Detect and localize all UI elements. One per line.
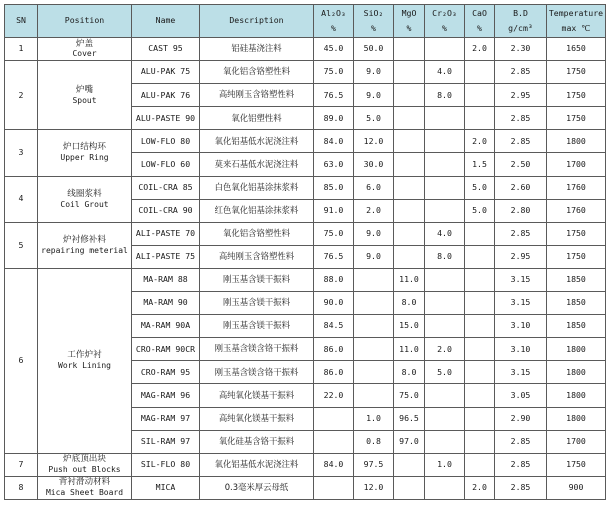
- cell-mgo: [394, 130, 425, 153]
- position-label-en: Spout: [72, 95, 97, 105]
- cell-mgo: 75.0: [394, 384, 425, 407]
- cell-mgo: 15.0: [394, 315, 425, 338]
- column-header-label: Temperature: [548, 7, 604, 18]
- cell-mgo: [394, 84, 425, 107]
- cell-mgo: 96.5: [394, 407, 425, 430]
- position-label-en: Cover: [72, 49, 97, 59]
- column-header-cr2o3: [425, 5, 465, 38]
- cell-sio2: 12.0: [354, 130, 394, 153]
- cell-mgo: [394, 453, 425, 476]
- cell-temp: 1850: [547, 292, 606, 315]
- refractory-spec-table: [4, 4, 606, 500]
- cell-cr2o3: [425, 199, 465, 222]
- column-header-mgo: [394, 5, 425, 38]
- cell-cr2o3: 1.0: [425, 453, 465, 476]
- table-row: [5, 476, 606, 499]
- cell-sio2: 50.0: [354, 38, 394, 61]
- cell-temp: 1700: [547, 153, 606, 176]
- position-label-en: Push out Blocks: [48, 465, 121, 475]
- column-header-label: B.D: [513, 7, 528, 18]
- cell-cr2o3: [425, 407, 465, 430]
- cell-mgo: [394, 476, 425, 499]
- table-row: [5, 268, 606, 291]
- cell-sio2: 2.0: [354, 199, 394, 222]
- cell-name: ALU-PAK 75: [132, 61, 200, 84]
- cell-bd: 3.15: [495, 268, 547, 291]
- cell-sn: 2: [5, 61, 38, 130]
- cell-description: 0.3毫米厚云母纸: [200, 476, 314, 499]
- column-header-unit: %: [442, 23, 447, 33]
- cell-al2o3: 88.0: [314, 268, 354, 291]
- cell-mgo: 97.0: [394, 430, 425, 453]
- cell-temp: 1750: [547, 107, 606, 130]
- cell-al2o3: 84.5: [314, 315, 354, 338]
- cell-sio2: 9.0: [354, 84, 394, 107]
- column-header-al2o3: [314, 5, 354, 38]
- cell-al2o3: [314, 430, 354, 453]
- cell-name: ALU-PASTE 90: [132, 107, 200, 130]
- cell-sio2: 97.5: [354, 453, 394, 476]
- column-header-label: SN: [16, 15, 26, 26]
- cell-bd: 2.85: [495, 430, 547, 453]
- cell-name: MA-RAM 90A: [132, 315, 200, 338]
- cell-position: [38, 176, 132, 222]
- cell-cao: [465, 107, 495, 130]
- cell-temp: 1850: [547, 268, 606, 291]
- cell-cr2o3: 2.0: [425, 338, 465, 361]
- position-label-zh: 工作炉衬: [67, 350, 102, 361]
- cell-bd: 3.10: [495, 338, 547, 361]
- cell-bd: 3.10: [495, 315, 547, 338]
- cell-temp: 1700: [547, 430, 606, 453]
- cell-sio2: 9.0: [354, 245, 394, 268]
- cell-sio2: 9.0: [354, 222, 394, 245]
- cell-position: [38, 130, 132, 176]
- cell-al2o3: 86.0: [314, 361, 354, 384]
- cell-mgo: 11.0: [394, 268, 425, 291]
- cell-sio2: 12.0: [354, 476, 394, 499]
- position-label-zh: 炉盖: [75, 38, 94, 49]
- cell-bd: 2.80: [495, 199, 547, 222]
- cell-temp: 1750: [547, 453, 606, 476]
- position-label-en: repairing meterial: [41, 245, 128, 255]
- cell-description: 氧化铝基低水泥浇注料: [200, 453, 314, 476]
- cell-sn: 7: [5, 453, 38, 476]
- cell-description: 氧化铝基低水泥浇注料: [200, 130, 314, 153]
- cell-name: COIL-CRA 90: [132, 199, 200, 222]
- cell-mgo: 11.0: [394, 338, 425, 361]
- table-row: [5, 176, 606, 199]
- cell-description: 刚玉基含镁干振料: [200, 268, 314, 291]
- cell-description: 氧化铝含铬塑性料: [200, 222, 314, 245]
- column-header-label: Description: [229, 15, 284, 26]
- column-header-label: CaO: [472, 7, 487, 18]
- cell-cao: 2.0: [465, 38, 495, 61]
- position-label-en: Work Lining: [58, 361, 111, 371]
- cell-bd: 2.85: [495, 453, 547, 476]
- cell-cr2o3: [425, 153, 465, 176]
- cell-bd: 2.30: [495, 38, 547, 61]
- cell-al2o3: 89.0: [314, 107, 354, 130]
- cell-sio2: 9.0: [354, 61, 394, 84]
- cell-mgo: [394, 176, 425, 199]
- table-body: [5, 38, 606, 500]
- cell-sio2: 30.0: [354, 153, 394, 176]
- table-row: [5, 61, 606, 84]
- column-header-label: SiO₂: [363, 7, 384, 18]
- column-header-unit: %: [406, 23, 412, 33]
- cell-mgo: [394, 222, 425, 245]
- cell-temp: 1800: [547, 384, 606, 407]
- cell-cao: [465, 268, 495, 291]
- cell-description: 高纯刚玉含铬塑性料: [200, 84, 314, 107]
- cell-al2o3: 76.5: [314, 84, 354, 107]
- cell-name: ALU-PAK 76: [132, 84, 200, 107]
- cell-bd: 2.95: [495, 245, 547, 268]
- cell-cao: [465, 245, 495, 268]
- cell-cr2o3: [425, 292, 465, 315]
- cell-cao: [465, 315, 495, 338]
- cell-cr2o3: [425, 176, 465, 199]
- cell-al2o3: 76.5: [314, 245, 354, 268]
- table-row: [5, 130, 606, 153]
- cell-cao: [465, 84, 495, 107]
- cell-cao: 5.0: [465, 199, 495, 222]
- cell-description: 氧化铝塑性料: [200, 107, 314, 130]
- cell-description: 高纯氧化镁基干振料: [200, 407, 314, 430]
- column-header-label: Position: [64, 15, 105, 26]
- cell-temp: 900: [547, 476, 606, 499]
- column-header-unit: max ℃: [561, 23, 591, 33]
- cell-bd: 2.85: [495, 130, 547, 153]
- cell-bd: 2.95: [495, 84, 547, 107]
- cell-al2o3: 85.0: [314, 176, 354, 199]
- cell-cao: [465, 61, 495, 84]
- column-header-temp: [547, 5, 606, 38]
- column-header-label: MgO: [401, 7, 417, 18]
- cell-temp: 1800: [547, 338, 606, 361]
- cell-cr2o3: [425, 384, 465, 407]
- cell-cao: [465, 407, 495, 430]
- position-label-zh: 炉衬修补料: [63, 234, 106, 245]
- column-header-position: [38, 5, 132, 38]
- column-header-unit: %: [371, 23, 376, 33]
- column-header-name: [132, 5, 200, 38]
- cell-bd: 3.05: [495, 384, 547, 407]
- cell-cao: [465, 453, 495, 476]
- cell-position: [38, 268, 132, 453]
- cell-cao: [465, 384, 495, 407]
- cell-name: CAST 95: [132, 38, 200, 61]
- cell-temp: 1760: [547, 176, 606, 199]
- column-header-unit: g/cm³: [508, 23, 533, 33]
- cell-cr2o3: [425, 38, 465, 61]
- cell-description: 氧化硅基含铬干振料: [200, 430, 314, 453]
- cell-position: [38, 476, 132, 499]
- position-label-zh: 线圈浆料: [67, 188, 102, 199]
- column-header-label: Al₂O₃: [321, 7, 346, 18]
- cell-mgo: 8.0: [394, 361, 425, 384]
- cell-bd: 3.15: [495, 292, 547, 315]
- position-label-zh: 炉底顶出块: [63, 454, 106, 465]
- cell-cao: [465, 430, 495, 453]
- cell-cr2o3: [425, 315, 465, 338]
- cell-cr2o3: [425, 476, 465, 499]
- column-header-unit: %: [331, 23, 336, 33]
- cell-bd: 2.50: [495, 153, 547, 176]
- cell-cr2o3: 5.0: [425, 361, 465, 384]
- cell-al2o3: 45.0: [314, 38, 354, 61]
- cell-sio2: 6.0: [354, 176, 394, 199]
- cell-mgo: [394, 38, 425, 61]
- cell-al2o3: [314, 407, 354, 430]
- cell-sio2: 0.8: [354, 430, 394, 453]
- cell-name: MAG-RAM 97: [132, 407, 200, 430]
- header-row: [5, 5, 606, 38]
- position-label-zh: 炉口结构环: [63, 142, 106, 153]
- cell-position: [38, 453, 132, 476]
- column-header-label: Cr₂O₃: [432, 7, 457, 18]
- cell-name: COIL-CRA 85: [132, 176, 200, 199]
- cell-mgo: [394, 107, 425, 130]
- cell-cr2o3: 4.0: [425, 222, 465, 245]
- cell-al2o3: 22.0: [314, 384, 354, 407]
- cell-sio2: 5.0: [354, 107, 394, 130]
- cell-description: 刚玉基含镁含铬干振料: [200, 338, 314, 361]
- cell-sn: 5: [5, 222, 38, 268]
- cell-temp: 1650: [547, 38, 606, 61]
- cell-bd: 2.85: [495, 61, 547, 84]
- cell-name: CRO-RAM 95: [132, 361, 200, 384]
- cell-sn: 3: [5, 130, 38, 176]
- position-label-en: Upper Ring: [60, 153, 109, 163]
- cell-sn: 4: [5, 176, 38, 222]
- cell-al2o3: 75.0: [314, 61, 354, 84]
- cell-sn: 1: [5, 38, 38, 61]
- cell-cr2o3: 8.0: [425, 245, 465, 268]
- cell-description: 刚玉基含镁干振料: [200, 315, 314, 338]
- cell-position: [38, 61, 132, 130]
- cell-position: [38, 38, 132, 61]
- cell-mgo: [394, 61, 425, 84]
- cell-mgo: [394, 153, 425, 176]
- cell-sio2: [354, 292, 394, 315]
- cell-sn: 6: [5, 268, 38, 453]
- cell-description: 红色氧化铝基涂抹浆料: [200, 199, 314, 222]
- column-header-sn: [5, 5, 38, 38]
- position-label-zh: 背衬滑动材料: [58, 477, 111, 488]
- cell-al2o3: 91.0: [314, 199, 354, 222]
- cell-name: ALI-PASTE 75: [132, 245, 200, 268]
- table-header: [5, 5, 606, 38]
- position-label-zh: 炉嘴: [75, 84, 94, 95]
- table-row: [5, 38, 606, 61]
- cell-cao: 2.0: [465, 130, 495, 153]
- table-row: [5, 453, 606, 476]
- cell-description: 高纯刚玉含铬塑性料: [200, 245, 314, 268]
- cell-name: MAG-RAM 96: [132, 384, 200, 407]
- cell-cao: [465, 222, 495, 245]
- cell-bd: 3.15: [495, 361, 547, 384]
- cell-al2o3: 75.0: [314, 222, 354, 245]
- cell-name: MA-RAM 90: [132, 292, 200, 315]
- cell-name: LOW-FLO 80: [132, 130, 200, 153]
- cell-description: 氧化铝含铬塑性料: [200, 61, 314, 84]
- cell-sio2: [354, 384, 394, 407]
- cell-temp: 1800: [547, 407, 606, 430]
- cell-name: SIL-FLO 80: [132, 453, 200, 476]
- cell-sio2: 1.0: [354, 407, 394, 430]
- cell-cao: 1.5: [465, 153, 495, 176]
- cell-sio2: [354, 338, 394, 361]
- cell-name: ALI-PASTE 70: [132, 222, 200, 245]
- cell-al2o3: 86.0: [314, 338, 354, 361]
- cell-name: LOW-FLO 60: [132, 153, 200, 176]
- cell-description: 白色氧化铝基涂抹浆料: [200, 176, 314, 199]
- cell-temp: 1750: [547, 222, 606, 245]
- cell-description: 刚玉基含镁干振料: [200, 292, 314, 315]
- cell-temp: 1850: [547, 315, 606, 338]
- cell-temp: 1750: [547, 61, 606, 84]
- cell-cao: 2.0: [465, 476, 495, 499]
- cell-cr2o3: [425, 430, 465, 453]
- column-header-label: Name: [155, 15, 176, 26]
- cell-bd: 2.85: [495, 476, 547, 499]
- cell-al2o3: 63.0: [314, 153, 354, 176]
- cell-description: 刚玉基含镁含铬干振料: [200, 361, 314, 384]
- cell-description: 高纯氧化镁基干振料: [200, 384, 314, 407]
- cell-temp: 1750: [547, 84, 606, 107]
- cell-bd: 2.60: [495, 176, 547, 199]
- cell-name: SIL-RAM 97: [132, 430, 200, 453]
- cell-al2o3: 84.0: [314, 453, 354, 476]
- cell-al2o3: [314, 476, 354, 499]
- position-label-en: Mica Sheet Board: [45, 488, 124, 498]
- column-header-unit: %: [477, 23, 482, 33]
- cell-name: CRO-RAM 90CR: [132, 338, 200, 361]
- cell-cr2o3: [425, 268, 465, 291]
- cell-cr2o3: 4.0: [425, 61, 465, 84]
- column-header-bd: [495, 5, 547, 38]
- cell-al2o3: 84.0: [314, 130, 354, 153]
- cell-temp: 1800: [547, 361, 606, 384]
- refractory-spec-table-container: [4, 4, 606, 500]
- cell-sn: 8: [5, 476, 38, 499]
- cell-position: [38, 222, 132, 268]
- cell-temp: 1760: [547, 199, 606, 222]
- cell-bd: 2.85: [495, 222, 547, 245]
- cell-cr2o3: 8.0: [425, 84, 465, 107]
- cell-sio2: [354, 361, 394, 384]
- cell-bd: 2.90: [495, 407, 547, 430]
- cell-name: MA-RAM 88: [132, 268, 200, 291]
- cell-name: MICA: [132, 476, 200, 499]
- table-row: [5, 222, 606, 245]
- cell-description: 铝硅基浇注料: [200, 38, 314, 61]
- column-header-description: [200, 5, 314, 38]
- cell-cr2o3: [425, 107, 465, 130]
- column-header-cao: [465, 5, 495, 38]
- cell-cao: [465, 292, 495, 315]
- column-header-sio2: [354, 5, 394, 38]
- cell-bd: 2.85: [495, 107, 547, 130]
- cell-cao: [465, 338, 495, 361]
- cell-al2o3: 90.0: [314, 292, 354, 315]
- position-label-en: Coil Grout: [60, 199, 109, 209]
- cell-cao: [465, 361, 495, 384]
- cell-description: 莫来石基低水泥浇注料: [200, 153, 314, 176]
- cell-sio2: [354, 268, 394, 291]
- cell-cr2o3: [425, 130, 465, 153]
- cell-temp: 1800: [547, 130, 606, 153]
- cell-sio2: [354, 315, 394, 338]
- cell-cao: 5.0: [465, 176, 495, 199]
- cell-mgo: [394, 199, 425, 222]
- cell-temp: 1750: [547, 245, 606, 268]
- cell-mgo: 8.0: [394, 292, 425, 315]
- cell-mgo: [394, 245, 425, 268]
